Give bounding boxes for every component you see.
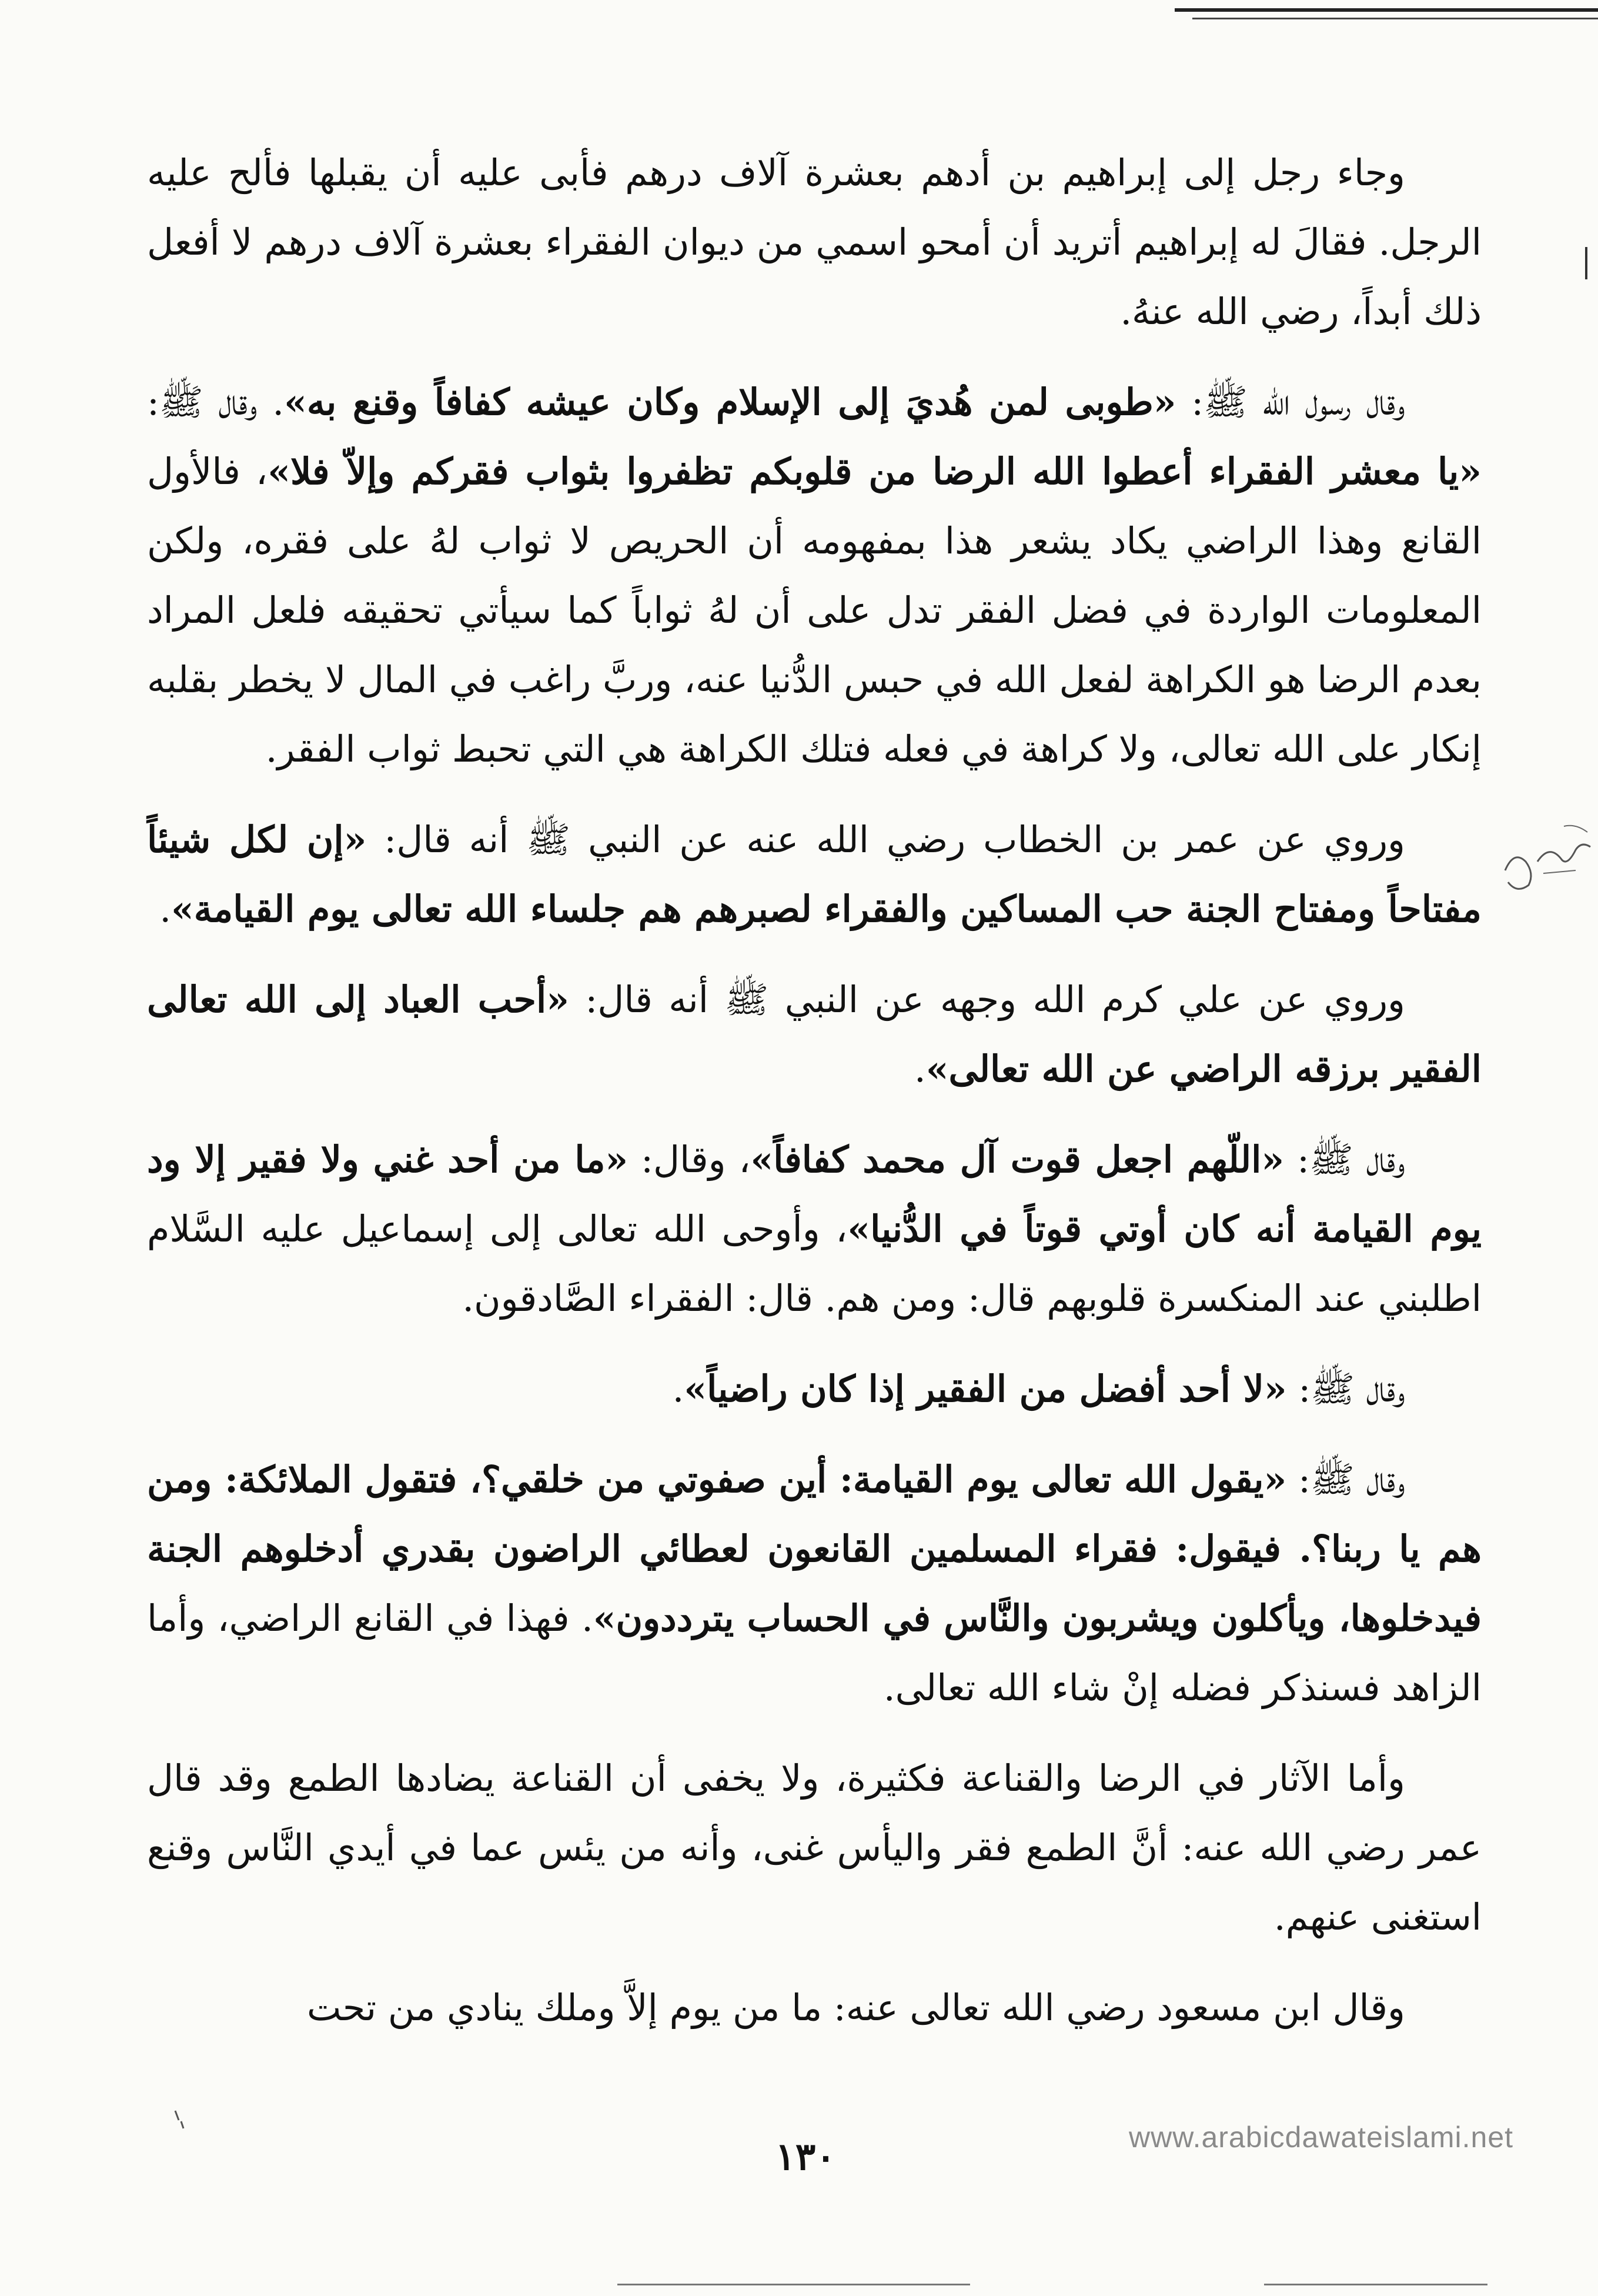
hadith-quote-2: «ما من أحد غني ولا فقير إلا ود يوم القيامة أنه كان أوتي قوتاً في الدُّنيا» [147, 1138, 1482, 1250]
hadith-quote: «لا أحد أفضل من الفقير إذا كان راضياً» [684, 1367, 1287, 1410]
paragraph-6-intro: وقال ﷺ: [1286, 1367, 1405, 1410]
paragraph-7 [147, 1445, 1482, 1723]
paragraph-4 [147, 965, 1482, 1104]
page-number: ١٣٠ [775, 2135, 836, 2179]
paragraph-5 [147, 1125, 1482, 1333]
handwritten-margin-note [1493, 815, 1593, 903]
punctuation: . [672, 1367, 684, 1410]
hadith-quote: «يقول الله تعالى يوم القيامة: أين صفوتي من خلقي؟، فتقول الملائكة: ومن هم يا ربنا؟. فيقول: فقراء المسلمين القانعون لعطائي الراضون بقدري أدخلوهم الجنة فيدخلوها، ويأكلون ويشربون والنَّاس في الحساب يترددون» [147, 1458, 1482, 1640]
hadith-quote: «طوبى لمن هُديَ إلى الإسلام وكان عيشه كفافاً وقنع به» [284, 381, 1176, 423]
watermark-url: www.arabicdawateislami.net [1129, 2121, 1514, 2154]
paragraph-1-line-2: الرجل. فقالَ له إبراهيم أتريد أن أمحو اسمي من ديوان الفقراء بعشرة آلاف درهم لا أفعل [147, 221, 1482, 263]
paragraph-2-commentary: ، فالأول القانع وهذا الراضي يكاد يشعر هذا بمفهومه أن الحريص لا ثواب لهُ على فقره، ولكن المعلومات الواردة في فضل الفقر تدل على أن لهُ ثواباً كما سيأتي تحقيقه فلعل المراد بعدم الرضا هو الكراهة لفعل الله في حبس الدُّنيا عنه، وربَّ راغب في المال لا يخطر بقلبه إنكار على الله تعالى، ولا كراهة في فعله فتلك الكراهة هي التي تحبط ثواب الفقر. [147, 450, 1482, 770]
paragraph-7-rest: . فهذا في القانع الراضي، وأما الزاهد فسنذكر فضله إنْ شاء الله تعالى. [147, 1597, 1482, 1709]
hadith-quote: «إن لكل شيئاً مفتاحاً ومفتاح الجنة حب المساكين والفقراء لصبرهم هم جلساء الله تعالى يوم القيامة» [147, 818, 1482, 930]
paragraph-5-rest: ، وأوحى الله تعالى إلى إسماعيل عليه السَّلام اطلبني عند المنكسرة قلوبهم قال: ومن هم. قال: الفقراء الصَّادقون. [147, 1207, 1482, 1320]
punctuation: . [914, 1047, 926, 1090]
paragraph-9 [147, 1973, 1482, 2043]
top-border-rule [1175, 8, 1598, 12]
top-border-rule-thin [1192, 18, 1598, 19]
paragraph-8-text: وأما الآثار في الرضا والقناعة فكثيرة، ولا يخفى أن القناعة يضادها الطمع وقد قال عمر رضي الله عنه: أنَّ الطمع فقر واليأس غنى، وأنه من يئس عما في أيدي النَّاس وقنع استغنى عنهم. [147, 1757, 1482, 1938]
paragraph-5-intro: وقال ﷺ: [1284, 1138, 1405, 1181]
paragraph-3 [147, 805, 1482, 944]
hadith-quote-2: «يا معشر الفقراء أعطوا الله الرضا من قلوبكم تظفروا بثواب فقركم وإلاّ فلا» [268, 450, 1482, 493]
paragraph-9-text: وقال ابن مسعود رضي الله تعالى عنه: ما من يوم إلاَّ وملك ينادي من تحت [306, 1986, 1405, 2029]
paragraph-2 [147, 368, 1482, 784]
paragraph-2-intro: وقال رسول الله ﷺ: [1176, 381, 1405, 423]
hadith-quote: «أحب العباد إلى الله تعالى الفقير برزقه الراضي عن الله تعالى» [147, 978, 1482, 1090]
paragraph-2-intro-2: وقال ﷺ: [147, 381, 273, 423]
paragraph-8 [147, 1744, 1482, 1952]
paragraph-3-intro: وروي عن عمر بن الخطاب رضي الله عنه عن النبي ﷺ أنه قال: [366, 818, 1405, 861]
paragraph-1 [147, 138, 1482, 346]
punctuation: . [159, 887, 172, 930]
punctuation: . [272, 381, 285, 423]
paragraph-1-line-1: وجاء رجل إلى إبراهيم بن أدهم بعشرة آلاف درهم فأبى عليه أن يقبلها فألح عليه [147, 151, 1405, 194]
scan-speck [171, 2108, 188, 2132]
hadith-quote: «اللّهم اجعل قوت آل محمد كفافاً» [750, 1138, 1285, 1181]
paragraph-1-line-3: ذلك أبداً، رضي الله عنهُ. [1120, 290, 1482, 333]
paragraph-4-intro: وروي عن علي كرم الله وجهه عن النبي ﷺ أنه قال: [569, 978, 1405, 1021]
paragraph-7-intro: وقال ﷺ: [1286, 1458, 1405, 1501]
paragraph-6 [147, 1354, 1482, 1424]
body-text [147, 138, 1482, 2043]
paragraph-5-mid: ، وقال: [628, 1138, 751, 1181]
bottom-scan-line [617, 2284, 970, 2285]
edge-mark [1585, 247, 1587, 279]
bottom-scan-line [1264, 2284, 1487, 2285]
